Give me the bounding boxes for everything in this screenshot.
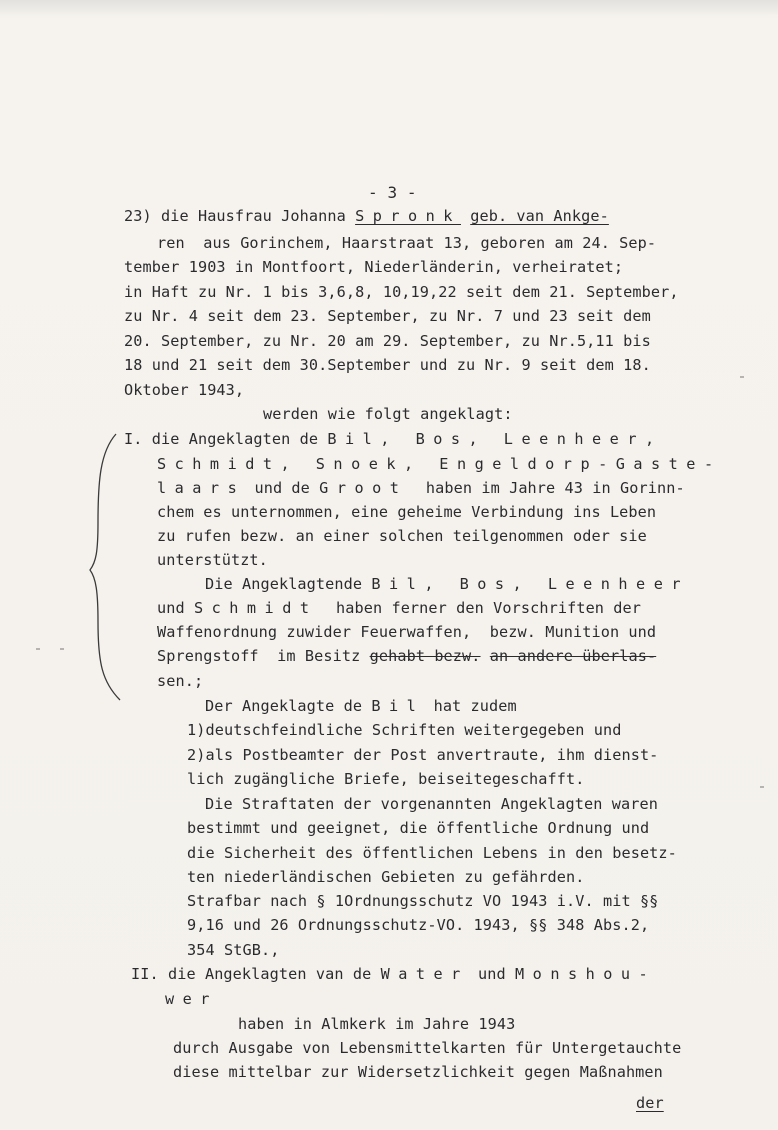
text-line: wer bbox=[165, 990, 218, 1008]
text-line: bestimmt und geeignet, die öffentliche Ordnung und bbox=[187, 819, 650, 837]
text-line: 354 StGB., bbox=[187, 941, 280, 959]
charge-heading: werden wie folgt angeklagt: bbox=[263, 405, 513, 423]
text-line: diese mittelbar zur Widersetzlichkeit gegen Maßnahmen bbox=[173, 1063, 663, 1081]
text-line: 9,16 und 26 Ordnungsschutz-VO. 1943, §§ 348 Abs.2, bbox=[187, 916, 650, 934]
scan-mark bbox=[760, 786, 764, 788]
text-line: 23) die Hausfrau Johanna Spronk geb. van Ankge- bbox=[124, 207, 609, 225]
section-one-line: I. die Angeklagten de Bil, Bos, Leenheer, bbox=[124, 430, 663, 448]
handwritten-bracket bbox=[86, 432, 122, 702]
text-line: sen.; bbox=[157, 672, 204, 690]
struck-text: gehabt bezw. bbox=[369, 647, 481, 665]
text-line: Oktober 1943, bbox=[124, 381, 245, 399]
text-line: Der Angeklagte de Bil hat zudem bbox=[205, 697, 517, 715]
text-line: in Haft zu Nr. 1 bis 3,6,8, 10,19,22 seit dem 21. September, bbox=[124, 283, 679, 301]
text-line: ren aus Gorinchem, Haarstraat 13, geboren am 24. Sep- bbox=[157, 234, 657, 252]
text-line: tember 1903 in Montfoort, Niederländerin, verheiratet; bbox=[124, 258, 624, 276]
text-line: durch Ausgabe von Lebensmittelkarten für Untergetauchte bbox=[173, 1039, 682, 1057]
text-line: 20. September, zu Nr. 20 am 29. September, zu Nr.5,11 bis bbox=[124, 332, 651, 350]
text-line: die Sicherheit des öffentlichen Lebens in den besetz- bbox=[187, 844, 677, 862]
text-line: Die Straftaten der vorgenannten Angeklagten waren bbox=[205, 795, 658, 813]
text-line: 2)als Postbeamter der Post anvertraute, ihm dienst- bbox=[187, 746, 659, 764]
text-line: Waffenordnung zuwider Feuerwaffen, bezw. Munition und bbox=[157, 623, 657, 641]
struck-text: an andere überlas- bbox=[489, 647, 657, 665]
text-line: Die Angeklagtende Bil, Bos, Leenheer bbox=[205, 575, 689, 593]
scan-top-edge bbox=[0, 0, 778, 14]
text-line: und Schmidt haben ferner den Vorschriften der bbox=[157, 599, 642, 617]
text-line: zu rufen bezw. an einer solchen teilgenommen oder sie bbox=[157, 527, 647, 545]
text-line: Sprengstoff im Besitz gehabt bezw. an andere überlas- bbox=[157, 647, 657, 665]
spaced-name: Spronk bbox=[355, 207, 461, 225]
catchword: der bbox=[636, 1094, 664, 1112]
text-line: zu Nr. 4 seit dem 23. September, zu Nr. 7 und 23 seit dem bbox=[124, 307, 651, 325]
section-two-line: II. die Angeklagten van de Water und Monshou- bbox=[131, 965, 657, 983]
text-line: haben in Almkerk im Jahre 1943 bbox=[238, 1015, 516, 1033]
text-line: unterstützt. bbox=[157, 551, 268, 569]
scan-mark bbox=[740, 376, 744, 378]
text-line: Strafbar nach § 1Ordnungsschutz VO 1943 i.V. mit §§ bbox=[187, 892, 659, 910]
page-number: - 3 - bbox=[368, 183, 417, 202]
spaced-names-line: Schmidt, Snoek, Engeldorp-Gaste- bbox=[157, 455, 722, 473]
scan-mark bbox=[36, 648, 40, 650]
text-line: ten niederländischen Gebieten zu gefährden. bbox=[187, 868, 585, 886]
text-line: chem es unternommen, eine geheime Verbindung ins Leben bbox=[157, 503, 657, 521]
text-line: 1)deutschfeindliche Schriften weitergegeben und bbox=[187, 721, 622, 739]
scan-mark bbox=[60, 648, 64, 650]
text-line: 18 und 21 seit dem 30.September und zu Nr. 9 seit dem 18. bbox=[124, 356, 651, 374]
text-line: lich zugängliche Briefe, beiseitegeschafft. bbox=[187, 770, 585, 788]
text-line: laars und de Groot haben im Jahre 43 in Gorinn- bbox=[157, 479, 685, 497]
